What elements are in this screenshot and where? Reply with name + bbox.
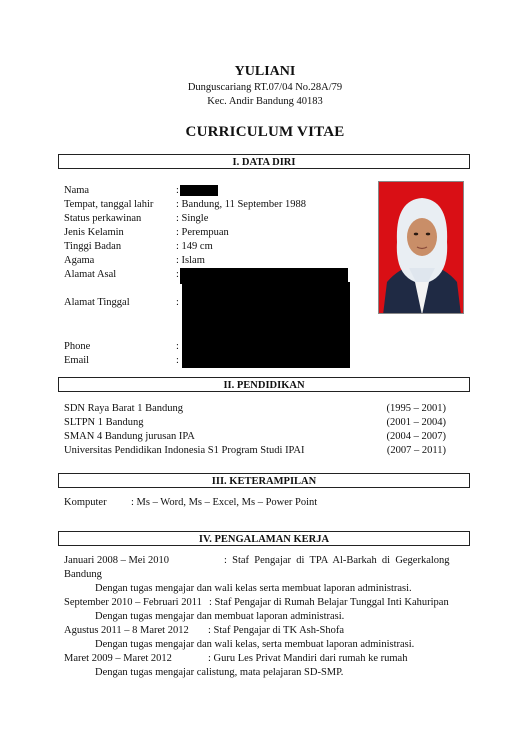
education-years: (2004 – 2007) [386, 431, 446, 442]
personal-value: : [176, 185, 179, 196]
personal-value: : [176, 355, 179, 366]
cv-name: YULIANI [234, 64, 296, 79]
personal-label: Agama [64, 255, 95, 266]
experience-role: : Guru Les Privat Mandiri dari rumah ke rumah [208, 653, 408, 664]
personal-label: Status perkawinan [64, 213, 142, 224]
personal-label: Alamat Tinggal [64, 297, 130, 308]
personal-label: Alamat Asal [64, 269, 117, 280]
personal-label: Tempat, tanggal lahir [64, 199, 154, 210]
personal-label: Jenis Kelamin [64, 227, 124, 238]
personal-value: : [176, 341, 179, 352]
personal-value: : 149 cm [176, 241, 213, 252]
education-row [64, 402, 446, 416]
education-row [64, 416, 446, 430]
personal-label: Tinggi Badan [64, 241, 122, 252]
education-years: (1995 – 2001) [386, 403, 446, 414]
personal-value: : [176, 297, 179, 308]
education-school: SLTPN 1 Bandung [64, 417, 144, 428]
profile-photo [378, 181, 464, 314]
experience-role: : Staf Pengajar di TK Ash-Shofa [208, 625, 344, 636]
education-school: Universitas Pendidikan Indonesia S1 Program Studi IPAI [64, 445, 305, 456]
education-school: SMAN 4 Bandung jurusan IPA [64, 431, 195, 442]
section-keterampilan-header: III. KETERAMPILAN [58, 473, 470, 488]
personal-label: Email [64, 355, 90, 366]
education-school: SDN Raya Barat 1 Bandung [64, 403, 183, 414]
experience-item [64, 624, 470, 638]
personal-label: Phone [64, 341, 91, 352]
redaction-contact-block [182, 282, 350, 368]
section-pengalaman-header: IV. PENGALAMAN KERJA [58, 531, 470, 546]
personal-value: : Single [176, 213, 209, 224]
experience-role-continued: Bandung [64, 569, 102, 580]
address-line-1: Dunguscariang RT.07/04 No.28A/79 [187, 82, 343, 93]
experience-item [64, 554, 470, 568]
education-row [64, 430, 446, 444]
experience-role: : Staf Pengajar di Rumah Belajar Tunggal Inti Kahuripan [209, 597, 449, 608]
personal-value: : Islam [176, 255, 205, 266]
experience-description: Dengan tugas mengajar dan wali kelas, serta membuat laporan administrasi. [95, 639, 415, 650]
document-title: CURRICULUM VITAE [185, 124, 345, 140]
personal-value: : Perempuan [176, 227, 229, 238]
personal-label: Nama [64, 185, 90, 196]
education-years: (2001 – 2004) [386, 417, 446, 428]
experience-period: Maret 2009 – Maret 2012 [64, 653, 172, 664]
experience-period: Januari 2008 – Mei 2010 [64, 555, 169, 566]
section-data-diri-header: I. DATA DIRI [58, 154, 470, 169]
experience-description: Dengan tugas mengajar dan membuat laporan administrasi. [95, 611, 345, 622]
personal-value: : [176, 269, 179, 280]
experience-description: Dengan tugas mengajar dan wali kelas serta membuat laporan administrasi. [95, 583, 412, 594]
experience-role: : Staf Pengajar di TPA Al-Barkah di Gegerkalong [224, 555, 450, 566]
experience-description: Dengan tugas mengajar calistung, mata pelajaran SD-SMP. [95, 667, 344, 678]
skills-label: Komputer [64, 497, 107, 508]
redaction-name [180, 185, 218, 196]
experience-period: September 2010 – Februari 2011 [64, 597, 202, 608]
skills-value: : Ms – Word, Ms – Excel, Ms – Power Point [131, 497, 318, 508]
portrait-illustration [379, 182, 464, 314]
address-line-2: Kec. Andir Bandung 40183 [207, 96, 323, 107]
experience-period: Agustus 2011 – 8 Maret 2012 [64, 625, 189, 636]
section-pendidikan-header: II. PENDIDIKAN [58, 377, 470, 392]
education-row [64, 444, 446, 458]
education-years: (2007 – 2011) [386, 445, 446, 456]
personal-value: : Bandung, 11 September 1988 [176, 199, 306, 210]
experience-item [64, 652, 470, 666]
experience-item [64, 596, 470, 610]
